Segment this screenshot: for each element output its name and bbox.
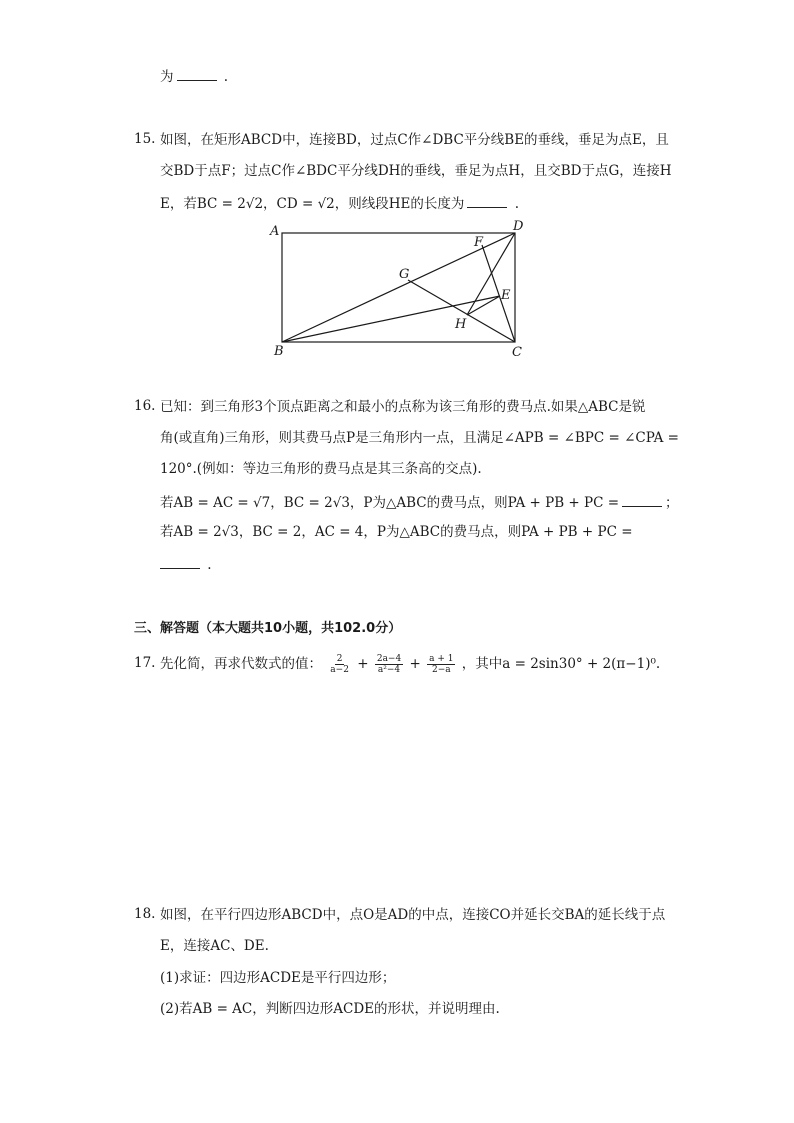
section-heading-3: 三、解答题（本大题共10小题，共102.0分）	[134, 621, 402, 636]
question-number-16: 16.	[134, 398, 156, 414]
fraction-2	[375, 654, 403, 675]
numerator: 2	[336, 654, 343, 664]
q16-answer-blank-2[interactable]	[160, 554, 200, 569]
plus-sign: +	[357, 656, 369, 672]
question-number-17: 17.	[134, 655, 156, 671]
q15-line-3-text: E，若BC = 2√2，CD = √2，则线段HE的长度为	[160, 196, 465, 212]
segment-cg	[408, 280, 515, 342]
q16-answer-blank-1[interactable]	[622, 492, 662, 507]
denominator: a²−4	[377, 665, 401, 675]
question-number-18: 18.	[134, 906, 156, 922]
label-e: E	[501, 288, 511, 303]
q15-geometry-figure	[262, 218, 532, 363]
q17-line	[160, 651, 660, 677]
fraction-3	[427, 654, 455, 675]
label-g: G	[399, 267, 410, 282]
label-c: C	[512, 345, 522, 360]
label-a: A	[270, 224, 280, 239]
prev-answer-line	[160, 66, 228, 86]
q18-line-2: E，连接AC、DE.	[160, 938, 269, 954]
q17-prefix: 先化简，再求代数式的值：	[160, 656, 322, 672]
q15-line-1: 如图，在矩形ABCD中，连接BD，过点C作∠DBC平分线BE的垂线，垂足为点E，且	[160, 132, 669, 148]
denominator: a−2	[330, 665, 349, 675]
q18-line-1: 如图，在平行四边形ABCD中，点O是AD的中点，连接CO并延长交BA的延长线于点	[160, 907, 666, 923]
denominator: 2−a	[431, 665, 451, 675]
label-f: F	[474, 235, 484, 250]
numerator: 2a−4	[376, 654, 402, 664]
q16-line-2: 角(或直角)三角形，则其费马点P是三角形内一点，且满足∠APB = ∠BPC = ∠CPA =	[160, 430, 679, 446]
label-b: B	[274, 344, 284, 359]
q16-line-3: 120°.(例如：等边三角形的费马点是其三条高的交点).	[160, 461, 482, 477]
prev-answer-text: 为	[160, 69, 174, 85]
q18-line-3: (1)求证：四边形ACDE是平行四边形；	[160, 970, 396, 986]
q18-line-4: (2)若AB = AC，判断四边形ACDE的形状，并说明理由.	[160, 1001, 500, 1017]
fraction-1	[328, 654, 351, 675]
q15-line-2: 交BD于点F；过点C作∠BDC平分线DH的垂线，垂足为点H，且交BD于点G，连接H	[160, 163, 672, 179]
q16-line-5: 若AB = 2√3，BC = 2，AC = 4，P为△ABC的费马点，则PA + PB + PC =	[160, 524, 633, 540]
numerator: a + 1	[429, 654, 454, 664]
q16-line-4	[160, 492, 679, 512]
q16-line-4-text: 若AB = AC = √7，BC = 2√3，P为△ABC的费马点，则PA + PB + PC =	[160, 495, 620, 511]
semicolon: ；	[665, 495, 679, 511]
q16-line-6	[160, 554, 212, 574]
label-d: D	[513, 219, 524, 234]
period: .	[223, 69, 229, 85]
plus-sign: +	[409, 656, 421, 672]
q15-answer-blank[interactable]	[467, 193, 507, 208]
segment-be	[282, 296, 500, 342]
q16-line-1: 已知：到三角形3个顶点距离之和最小的点称为该三角形的费马点.如果△ABC是锐	[160, 399, 646, 415]
period: .	[207, 557, 212, 573]
q17-suffix: ，其中a = 2sin30° + 2(π−1)⁰.	[461, 656, 661, 672]
answer-blank[interactable]	[177, 66, 217, 81]
period: .	[514, 196, 519, 212]
label-h: H	[455, 317, 467, 332]
q15-line-3	[160, 193, 519, 213]
question-number-15: 15.	[134, 131, 156, 147]
